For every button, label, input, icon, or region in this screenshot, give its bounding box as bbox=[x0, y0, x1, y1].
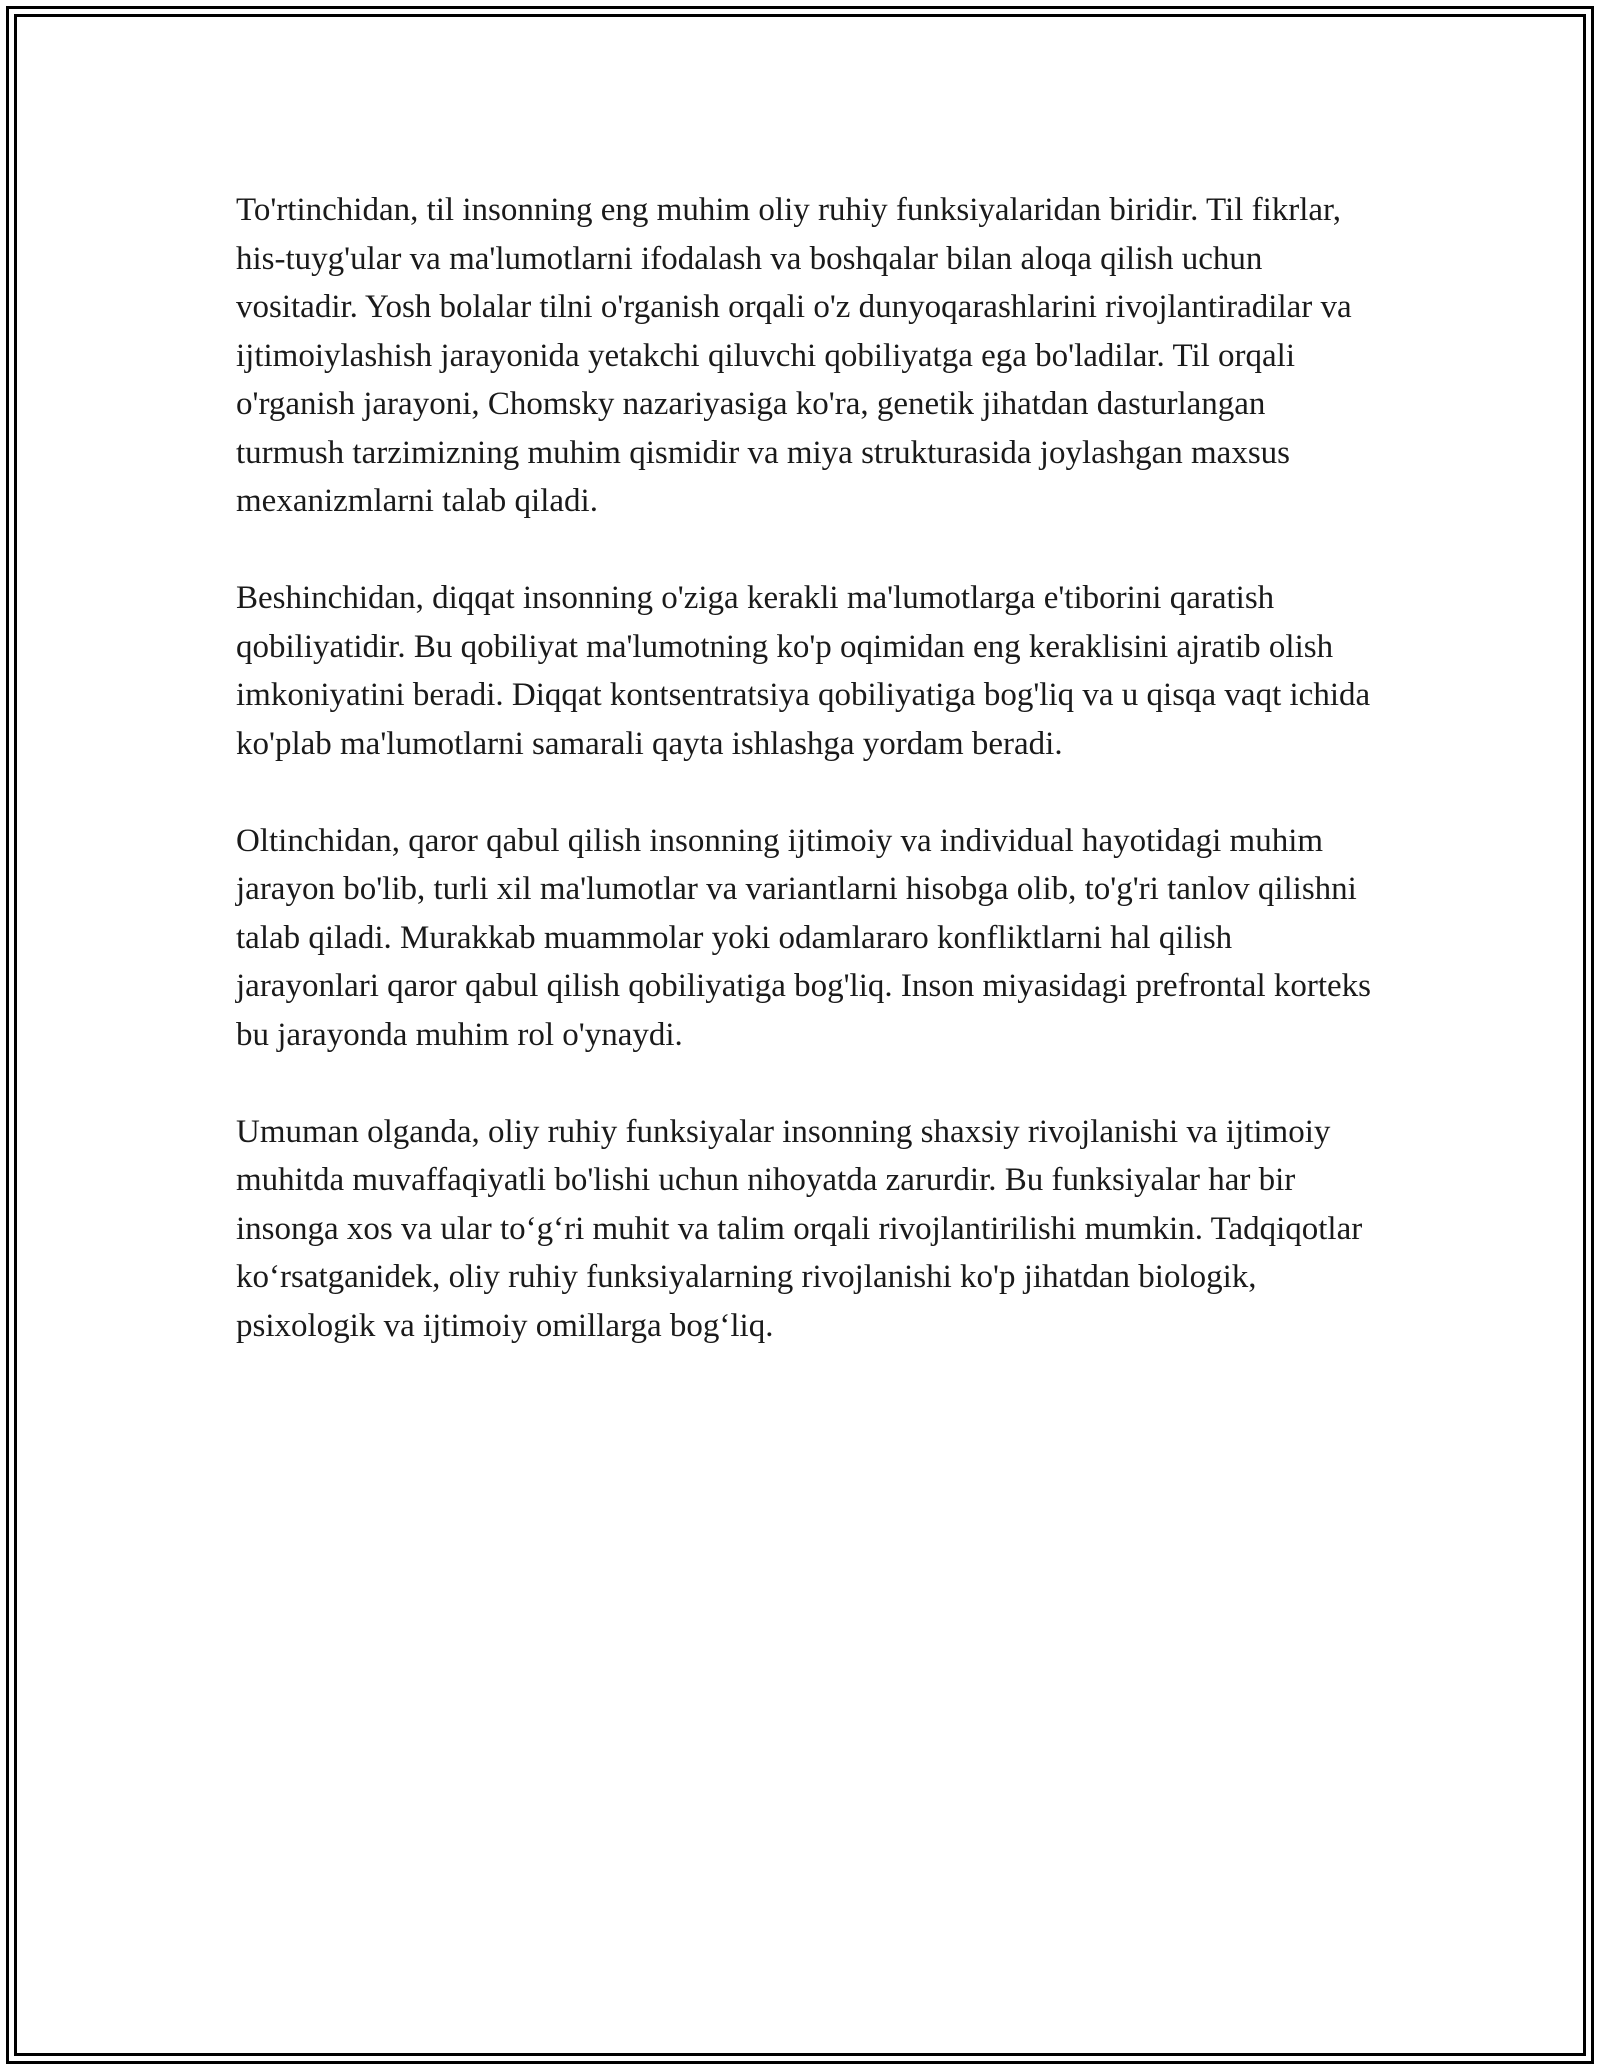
paragraph-conclusion: Umuman olganda, oliy ruhiy funksiyalar insonning shaxsiy rivojlanishi va ijtimoiy muhitda muvaffaqiyatli bo'lishi uchun nihoyatda zarurdir. Bu funksiyalar har bir insonga xos va ular to‘g‘ri muhit va talim orqali rivojlantirilishi mumkin. Tadqiqotlar ko‘rsatganidek, oliy ruhiy funksiyalarning rivojlanishi ko'p jihatdan biologik, psixologik va ijtimoiy omillarga bog‘liq. bbox=[236, 1113, 1363, 1344]
paragraph-fourth: To'rtinchidan, til insonning eng muhim oliy ruhiy funksiyalaridan biridir. Til fikrlar, his-tuyg'ular va ma'lumotlarni ifodalash va boshqalar bilan aloqa qilish uchun vositadir. Yosh bolalar tilni o'rganish orqali o'z dunyoqarashlarini rivojlantiradilar va ijtimoiylashish jarayonida yetakchi qiluvchi qobiliyatga ega bo'ladilar. Til orqali o'rganish jarayoni, Chomsky nazariyasiga ko'ra, genetik jihatdan dasturlangan turmush tarzimizning muhim qismidir va miya strukturasida joylashgan maxsus mexanizmlarni talab qiladi. bbox=[236, 192, 1352, 519]
document-body bbox=[236, 186, 1376, 1399]
paragraph-fifth: Beshinchidan, diqqat insonning o'ziga kerakli ma'lumotlarga e'tiborini qaratish qobiliyatidir. Bu qobiliyat ma'lumotning ko'p oqimidan eng keraklisini ajratib olish imkoniyatini beradi. Diqqat kontsentratsiya qobiliyatiga bog'liq va u qisqa vaqt ichida ko'plab ma'lumotlarni samarali qayta ishlashga yordam beradi. bbox=[236, 580, 1371, 762]
paragraph-sixth: Oltinchidan, qaror qabul qilish insonning ijtimoiy va individual hayotidagi muhim jarayon bo'lib, turli xil ma'lumotlar va variantlarni hisobga olib, to'g'ri tanlov qilishni talab qiladi. Murakkab muammolar yoki odamlararo konfliktlarni hal qilish jarayonlari qaror qabul qilish qobiliyatiga bog'liq. Inson miyasidagi prefrontal korteks bu jarayonda muhim rol o'ynaydi. bbox=[236, 822, 1372, 1053]
